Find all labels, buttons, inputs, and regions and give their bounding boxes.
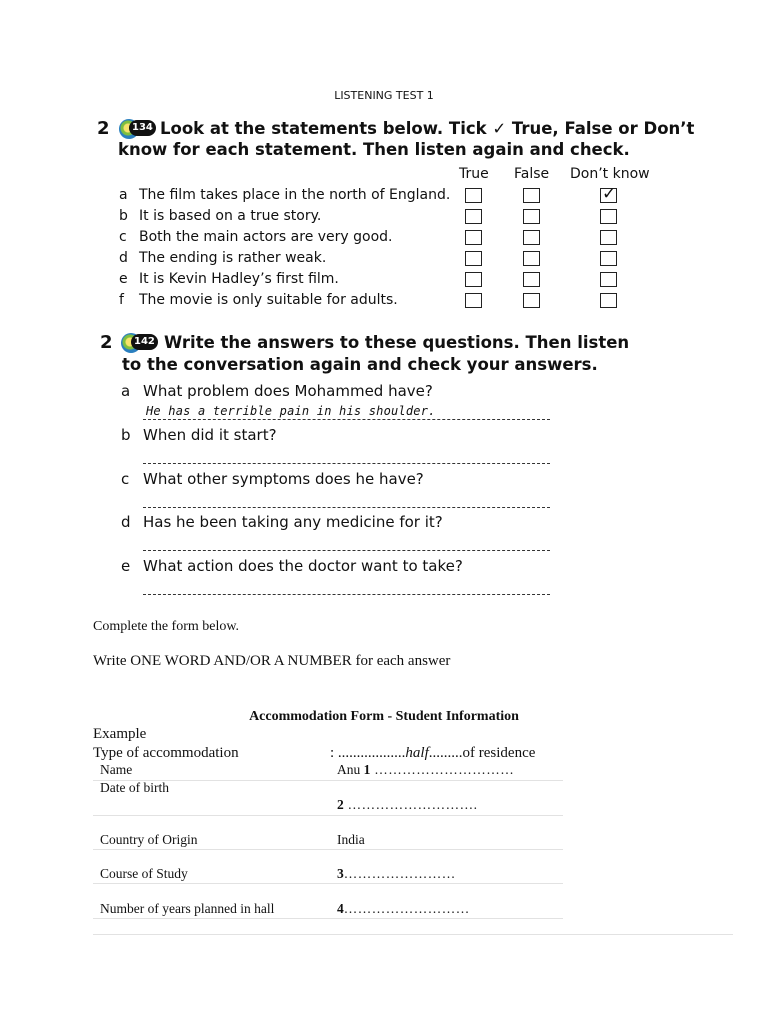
answer-checkbox[interactable] [465,251,482,266]
row-divider [93,815,563,816]
example-answer-value: half [405,745,429,761]
statement-text: The film takes place in the north of England. [139,187,451,203]
tick-icon: ✓ [602,184,617,204]
answer-checkbox[interactable] [523,272,540,287]
answer-line[interactable] [143,594,550,595]
example-field-label: Type of accommodation [93,745,239,761]
statement-text: The ending is rather weak. [139,250,327,266]
field-value-text: India [337,832,365,847]
field-value-text: Anu [337,762,364,777]
question-number: 3 [337,866,344,881]
answer-line[interactable] [143,507,550,508]
answer-checkbox[interactable] [600,272,617,287]
instruction-write: Write ONE WORD AND/OR A NUMBER for each answer [93,653,451,669]
statement-letter: e [119,271,128,287]
answer-line[interactable] [143,550,550,551]
track-number: 142 [131,334,158,350]
statement-letter: c [119,229,127,245]
exercise-number: 2 [100,332,113,353]
instruction-complete: Complete the form below. [93,619,240,634]
form-field-label: Date of birth [100,780,169,795]
bottom-divider [93,934,733,935]
question-text: What action does the doctor want to take? [143,557,463,575]
column-header-true: True [459,166,489,182]
form-field-label: Country of Origin [100,832,198,847]
form-field-value[interactable] [337,762,514,778]
answer-blank: ………………………… [370,762,515,777]
form-field-label: Name [100,762,133,777]
question-number: 4 [337,901,344,916]
exercise-heading-line2: to the conversation again and check your answers. [122,355,598,374]
exercise-number: 2 [97,118,110,139]
form-field-value[interactable] [337,797,478,813]
statement-letter: d [119,250,128,266]
answer-checkbox[interactable] [600,230,617,245]
question-number: 1 [363,762,371,777]
exercise-heading-line1: Look at the statements below. Tick ✓ True, False or Don’t [160,119,695,138]
answer-checkbox[interactable] [465,272,482,287]
exercise-heading-line1: Write the answers to these questions. Then listen [164,333,630,352]
answer-checkbox[interactable] [523,209,540,224]
answer-checkbox[interactable] [523,251,540,266]
answer-blank: …………………… [343,866,456,881]
form-field-value[interactable] [337,866,456,882]
row-divider [93,849,563,850]
question-number: 2 [337,797,344,812]
column-header-false: False [514,166,550,182]
form-title: Accommodation Form - Student Information [249,709,519,724]
answer-checkbox[interactable] [465,209,482,224]
column-header-dont-know: Don’t know [570,166,650,182]
statement-text: It is Kevin Hadley’s first film. [139,271,339,287]
answer-checkbox[interactable] [600,293,617,308]
row-divider [93,918,563,919]
audio-track-icon[interactable] [119,118,155,140]
audio-track-icon[interactable] [121,332,157,354]
statement-letter: a [119,187,128,203]
statement-letter: b [119,208,128,224]
example-suffix: .........of residence [428,745,536,761]
statement-text: The movie is only suitable for adults. [139,292,398,308]
question-letter: e [121,557,131,575]
question-text: What problem does Mohammed have? [143,382,433,400]
answer-checkbox[interactable] [465,188,482,203]
page-title: LISTENING TEST 1 [334,89,434,102]
answer-blank: ……………………… [343,901,470,916]
form-field-value[interactable] [337,832,365,848]
answer-line[interactable] [143,463,550,464]
answer-checkbox[interactable] [465,293,482,308]
statement-letter: f [119,292,124,308]
answer-checkbox[interactable] [600,251,617,266]
handwritten-answer: He has a terrible pain in his shoulder. [146,404,436,418]
answer-line[interactable] [143,419,550,420]
row-divider [93,883,563,884]
question-letter: b [121,426,131,444]
answer-checkbox[interactable] [523,188,540,203]
example-label: Example [93,726,147,742]
form-field-value[interactable] [337,901,470,917]
question-text: When did it start? [143,426,277,444]
answer-checkbox[interactable] [600,209,617,224]
question-letter: c [121,470,130,488]
question-text: What other symptoms does he have? [143,470,424,488]
example-prefix: : .................. [330,745,406,761]
answer-checkbox[interactable] [600,184,617,204]
question-letter: d [121,513,131,531]
question-text: Has he been taking any medicine for it? [143,513,443,531]
answer-checkbox[interactable] [523,293,540,308]
exercise-heading-line2: know for each statement. Then listen again and check. [118,140,630,159]
track-number: 134 [129,120,156,136]
answer-checkbox[interactable] [465,230,482,245]
statement-text: Both the main actors are very good. [139,229,393,245]
form-field-label: Course of Study [100,866,188,881]
answer-checkbox[interactable] [523,230,540,245]
form-field-label: Number of years planned in hall [100,901,275,916]
statement-text: It is based on a true story. [139,208,322,224]
example-answer [330,745,535,762]
answer-blank: ………………………. [343,797,478,812]
question-letter: a [121,382,131,400]
